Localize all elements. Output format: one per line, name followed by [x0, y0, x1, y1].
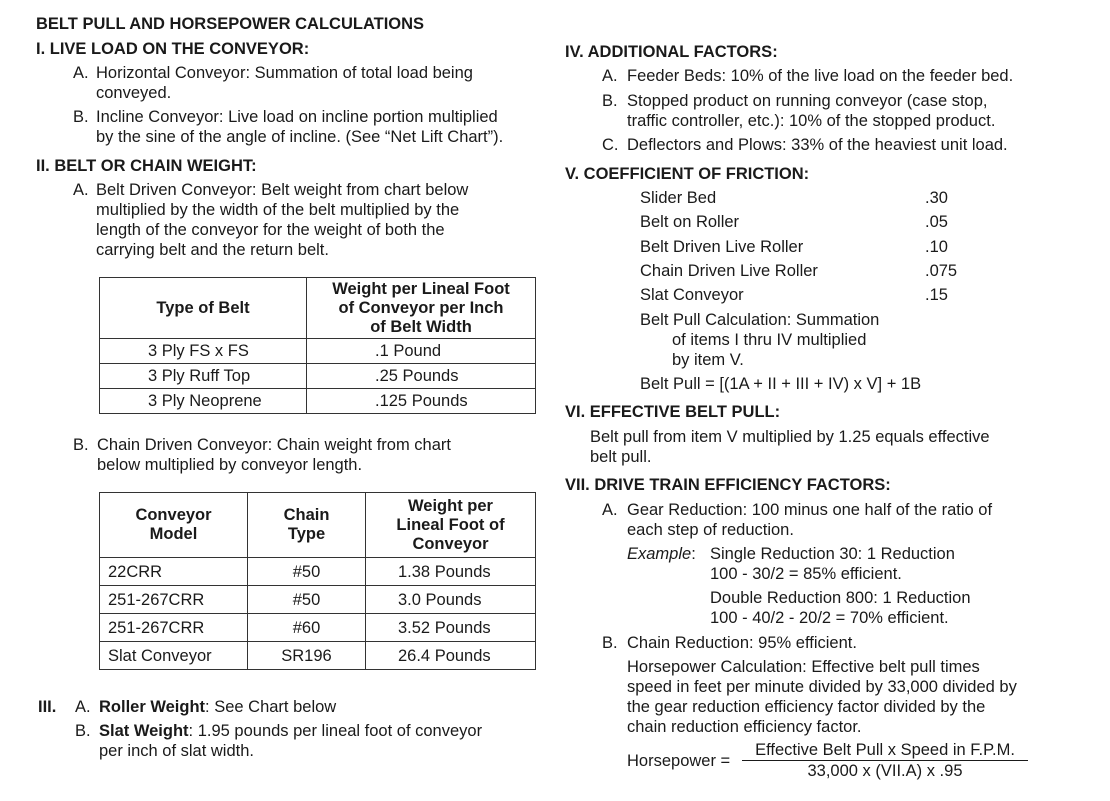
chain-weight-cell: 3.0 Pounds: [366, 586, 536, 614]
table-row: [100, 614, 536, 642]
friction-item-name: Belt on Roller: [640, 213, 740, 231]
section-7-a-text-2: each step of reduction.: [627, 521, 794, 539]
hp-calc-2: speed in feet per minute divided by 33,000 divided by: [627, 678, 1017, 696]
section-5-heading: V. COEFFICIENT OF FRICTION:: [565, 165, 810, 183]
friction-item-name: Belt Driven Live Roller: [640, 238, 804, 256]
section-4-c-text: Deflectors and Plows: 33% of the heaviest unit load.: [627, 136, 1008, 154]
chain-table-header-weight-line-1: Weight per: [408, 496, 493, 515]
section-7-a-label: A.: [602, 501, 618, 519]
section-3-a-text: [99, 697, 336, 717]
chain-table-header-chain: [248, 493, 366, 558]
section-3-a-label: A.: [75, 698, 91, 716]
section-4-b-text-2: traffic controller, etc.): 10% of the stopped product.: [627, 112, 996, 130]
chain-table-header-chain-line-1: Chain: [283, 506, 330, 524]
belt-pull-calc-2: of items I thru IV multiplied: [672, 331, 867, 349]
belt-weight-cell: .1 Pound: [307, 339, 536, 364]
section-2-heading: II. BELT OR CHAIN WEIGHT:: [36, 157, 257, 175]
horsepower-fraction: [742, 740, 1028, 781]
section-7-a-text-1: Gear Reduction: 100 minus one half of the ratio of: [627, 501, 993, 519]
section-6-text-1: Belt pull from item V multiplied by 1.25 equals effective: [590, 428, 990, 446]
chain-model-cell: 251-267CRR: [100, 614, 248, 642]
hp-calc-3: the gear reduction efficiency factor divided by the: [627, 698, 986, 716]
section-4-a-text: Feeder Beds: 10% of the live load on the feeder bed.: [627, 67, 1014, 85]
belt-pull-formula: Belt Pull = [(1A + II + III + IV) x V] + 1B: [640, 375, 922, 393]
table-row: [100, 642, 536, 670]
example-1-line-1: Single Reduction 30: 1 Reduction: [710, 545, 955, 563]
example-colon: :: [691, 545, 696, 563]
horsepower-numerator: Effective Belt Pull x Speed in F.P.M.: [755, 741, 1015, 759]
section-6-heading: VI. EFFECTIVE BELT PULL:: [565, 403, 781, 421]
section-1-a-label: A.: [73, 64, 89, 82]
chain-type-cell: SR196: [248, 642, 366, 670]
example-label: [627, 544, 696, 564]
section-4-heading: IV. ADDITIONAL FACTORS:: [565, 43, 778, 61]
page-title: BELT PULL AND HORSEPOWER CALCULATIONS: [36, 15, 425, 33]
chain-weight-cell: 26.4 Pounds: [366, 642, 536, 670]
table-row: [100, 586, 536, 614]
horsepower-denominator: 33,000 x (VII.A) x .95: [807, 762, 963, 780]
horsepower-label: Horsepower =: [627, 752, 731, 770]
section-1-b-text-1: Incline Conveyor: Live load on incline portion multiplied: [96, 108, 498, 126]
belt-table-header-weight-line-3: of Belt Width: [370, 317, 472, 336]
section-3-label: III.: [38, 698, 57, 716]
section-2-a-text-2: multiplied by the width of the belt multiplied by the: [96, 201, 460, 219]
belt-table-header-weight-line-1: Weight per Lineal Foot: [332, 279, 510, 298]
section-2-b-text-2: below multiplied by conveyor length.: [97, 456, 363, 474]
belt-table-header-weight-line-2: of Conveyor per Inch: [338, 298, 504, 317]
table-row: [100, 339, 536, 364]
chain-table-header-model-line-1: Conveyor: [135, 506, 212, 524]
section-7-b-text: Chain Reduction: 95% efficient.: [627, 634, 857, 652]
example-word: Example: [627, 545, 692, 563]
chain-type-cell: #60: [248, 614, 366, 642]
belt-pull-calc-3: by item V.: [672, 351, 744, 369]
belt-weight-cell: .25 Pounds: [307, 364, 536, 389]
roller-weight-term: Roller Weight: [99, 698, 206, 716]
section-7-heading: VII. DRIVE TRAIN EFFICIENCY FACTORS:: [565, 476, 891, 494]
section-1-b-label: B.: [73, 108, 89, 126]
example-2-line-2: 100 - 40/2 - 20/2 = 70% efficient.: [710, 609, 949, 627]
section-1-b-text-2: by the sine of the angle of incline. (See “Net Lift Chart”).: [96, 128, 504, 146]
chain-model-cell: Slat Conveyor: [100, 642, 248, 670]
section-1-heading: I. LIVE LOAD ON THE CONVEYOR:: [36, 40, 310, 58]
section-2-a-text-4: carrying belt and the return belt.: [96, 241, 329, 259]
section-4-b-label: B.: [602, 92, 618, 110]
belt-table-header-type: Type of Belt: [100, 278, 307, 339]
belt-pull-calc-1: Belt Pull Calculation: Summation: [640, 311, 880, 329]
belt-type-cell: 3 Ply FS x FS: [100, 339, 307, 364]
chain-table-header-chain-line-2: Type: [287, 525, 326, 543]
friction-item-name: Chain Driven Live Roller: [640, 262, 818, 280]
chain-weight-table: [99, 492, 536, 670]
chain-weight-cell: 3.52 Pounds: [366, 614, 536, 642]
belt-type-cell: 3 Ply Neoprene: [100, 389, 307, 414]
chain-table-header-model-line-2: Model: [149, 525, 198, 543]
friction-item-name: Slider Bed: [640, 189, 717, 207]
section-3-b-label: B.: [75, 722, 91, 740]
friction-item-value: .10: [925, 238, 948, 256]
belt-type-cell: 3 Ply Ruff Top: [100, 364, 307, 389]
slat-weight-desc: : 1.95 pounds per lineal foot of conveyor: [188, 722, 483, 740]
section-4-c-label: C.: [602, 136, 619, 154]
belt-weight-cell: .125 Pounds: [307, 389, 536, 414]
roller-weight-desc: : See Chart below: [205, 698, 337, 716]
chain-weight-cell: 1.38 Pounds: [366, 558, 536, 586]
chain-type-cell: #50: [248, 558, 366, 586]
friction-item-value: .30: [925, 189, 948, 207]
chain-model-cell: 22CRR: [100, 558, 248, 586]
table-row: [100, 558, 536, 586]
section-4-a-label: A.: [602, 67, 618, 85]
table-row: [100, 364, 536, 389]
section-4-b-text-1: Stopped product on running conveyor (case stop,: [627, 92, 988, 110]
section-2-b-text-1: Chain Driven Conveyor: Chain weight from chart: [97, 436, 451, 454]
section-2-a-text-1: Belt Driven Conveyor: Belt weight from chart below: [96, 181, 469, 199]
chain-table-header-model: [100, 493, 248, 558]
section-3-b-text: [99, 721, 482, 741]
belt-weight-table: [99, 277, 536, 414]
section-1-a-text-2: conveyed.: [96, 84, 172, 102]
chain-table-header-weight-line-2: Lineal Foot of: [396, 515, 505, 534]
chain-model-cell: 251-267CRR: [100, 586, 248, 614]
friction-item-value: .075: [925, 262, 958, 280]
friction-item-value: .05: [925, 213, 948, 231]
belt-table-header-weight: [307, 278, 536, 339]
section-2-b-label: B.: [73, 436, 89, 454]
section-7-b-label: B.: [602, 634, 618, 652]
example-1-line-2: 100 - 30/2 = 85% efficient.: [710, 565, 902, 583]
chain-type-cell: #50: [248, 586, 366, 614]
hp-calc-4: chain reduction efficiency factor.: [627, 718, 862, 736]
section-2-a-label: A.: [73, 181, 89, 199]
friction-item-name: Slat Conveyor: [640, 286, 744, 304]
section-1-a-text-1: Horizontal Conveyor: Summation of total load being: [96, 64, 473, 82]
example-2-line-1: Double Reduction 800: 1 Reduction: [710, 589, 971, 607]
slat-weight-term: Slat Weight: [99, 722, 189, 740]
section-6-text-2: belt pull.: [590, 448, 652, 466]
section-3-b-text-2: per inch of slat width.: [99, 742, 254, 760]
chain-table-header-weight-line-3: Conveyor: [412, 534, 489, 553]
friction-item-value: .15: [925, 286, 948, 304]
table-row: [100, 389, 536, 414]
hp-calc-1: Horsepower Calculation: Effective belt pull times: [627, 658, 980, 676]
section-2-a-text-3: length of the conveyor for the weight of both the: [96, 221, 445, 239]
chain-table-header-weight: [366, 493, 536, 558]
